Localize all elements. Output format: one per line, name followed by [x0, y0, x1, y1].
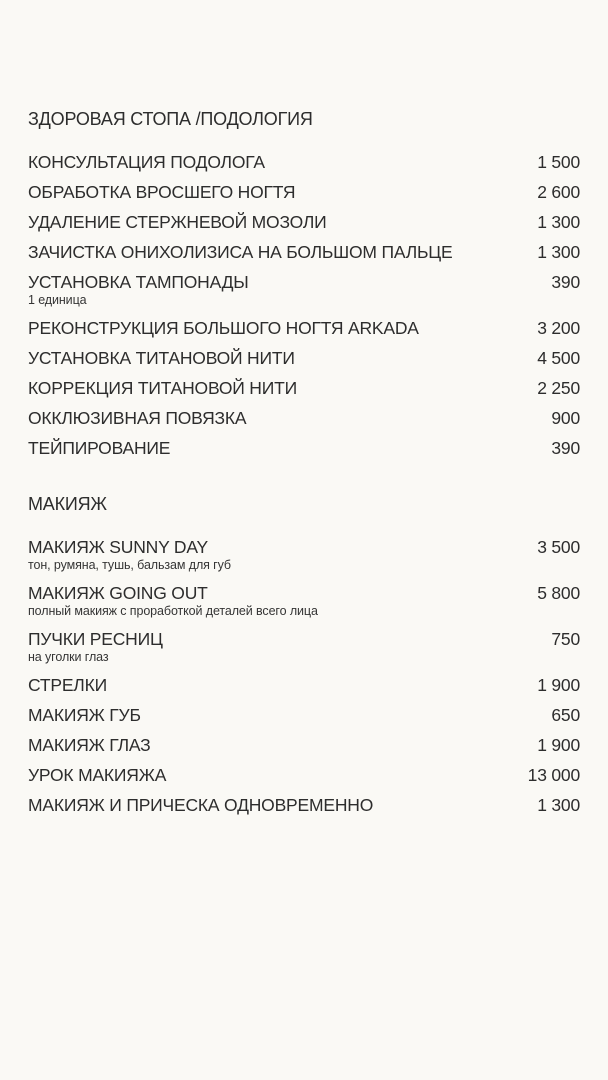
- service-price: 390: [551, 438, 580, 458]
- service-price: 2 600: [537, 182, 580, 202]
- price-row: [28, 766, 580, 785]
- service-note: полный макияж с проработкой деталей всего лица: [28, 604, 318, 618]
- service-name: МАКИЯЖ ГУБ: [28, 705, 141, 725]
- price-row: [28, 213, 580, 232]
- service-name: УРОК МАКИЯЖА: [28, 765, 167, 785]
- service-price: 2 250: [537, 378, 580, 398]
- price-row: [28, 706, 580, 725]
- service-name: ТЕЙПИРОВАНИЕ: [28, 438, 171, 458]
- service-name: ЗАЧИСТКА ОНИХОЛИЗИСА НА БОЛЬШОМ ПАЛЬЦЕ: [28, 242, 453, 262]
- service-price: 390: [551, 272, 580, 292]
- price-row: [28, 538, 580, 573]
- service-name: РЕКОНСТРУКЦИЯ БОЛЬШОГО НОГТЯ ARKADA: [28, 318, 419, 338]
- price-row: [28, 736, 580, 755]
- service-price: 1 900: [537, 735, 580, 755]
- service-name: УСТАНОВКА ТАМПОНАДЫ: [28, 272, 249, 292]
- service-note: 1 единица: [28, 293, 87, 307]
- section-title: МАКИЯЖ: [28, 494, 107, 514]
- service-name: ОБРАБОТКА ВРОСШЕГО НОГТЯ: [28, 182, 296, 202]
- service-name: СТРЕЛКИ: [28, 675, 107, 695]
- price-row: [28, 183, 580, 202]
- service-name: МАКИЯЖ ГЛАЗ: [28, 735, 151, 755]
- service-price: 1 300: [537, 242, 580, 262]
- service-price: 5 800: [537, 583, 580, 603]
- section-title: ЗДОРОВАЯ СТОПА /ПОДОЛОГИЯ: [28, 109, 313, 129]
- service-name: МАКИЯЖ SUNNY DAY: [28, 537, 208, 557]
- service-price: 650: [551, 705, 580, 725]
- price-row: [28, 439, 580, 458]
- service-note: на уголки глаз: [28, 650, 109, 664]
- service-price: 3 200: [537, 318, 580, 338]
- price-row: [28, 796, 580, 815]
- service-price: 3 500: [537, 537, 580, 557]
- service-name: КОНСУЛЬТАЦИЯ ПОДОЛОГА: [28, 152, 265, 172]
- service-name: КОРРЕКЦИЯ ТИТАНОВОЙ НИТИ: [28, 378, 297, 398]
- service-price: 1 900: [537, 675, 580, 695]
- price-row: [28, 153, 580, 172]
- service-name: ОККЛЮЗИВНАЯ ПОВЯЗКА: [28, 408, 247, 428]
- price-row: [28, 243, 580, 262]
- service-note: тон, румяна, тушь, бальзам для губ: [28, 558, 231, 572]
- price-row: [28, 409, 580, 428]
- price-row: [28, 349, 580, 368]
- price-row: [28, 630, 580, 665]
- service-name: МАКИЯЖ И ПРИЧЕСКА ОДНОВРЕМЕННО: [28, 795, 374, 815]
- service-price: 4 500: [537, 348, 580, 368]
- service-name: УДАЛЕНИЕ СТЕРЖНЕВОЙ МОЗОЛИ: [28, 212, 327, 232]
- service-name: ПУЧКИ РЕСНИЦ: [28, 629, 163, 649]
- price-row: [28, 676, 580, 695]
- price-row: [28, 319, 580, 338]
- service-price: 13 000: [527, 765, 580, 785]
- price-row: [28, 379, 580, 398]
- section-makeup: [28, 495, 580, 815]
- service-price: 1 300: [537, 212, 580, 232]
- price-row: [28, 584, 580, 619]
- service-name: МАКИЯЖ GOING OUT: [28, 583, 208, 603]
- service-price: 1 500: [537, 152, 580, 172]
- service-price: 900: [551, 408, 580, 428]
- service-price: 750: [551, 629, 580, 649]
- section-podology: [28, 110, 580, 458]
- price-row: [28, 273, 580, 308]
- service-name: УСТАНОВКА ТИТАНОВОЙ НИТИ: [28, 348, 295, 368]
- service-price: 1 300: [537, 795, 580, 815]
